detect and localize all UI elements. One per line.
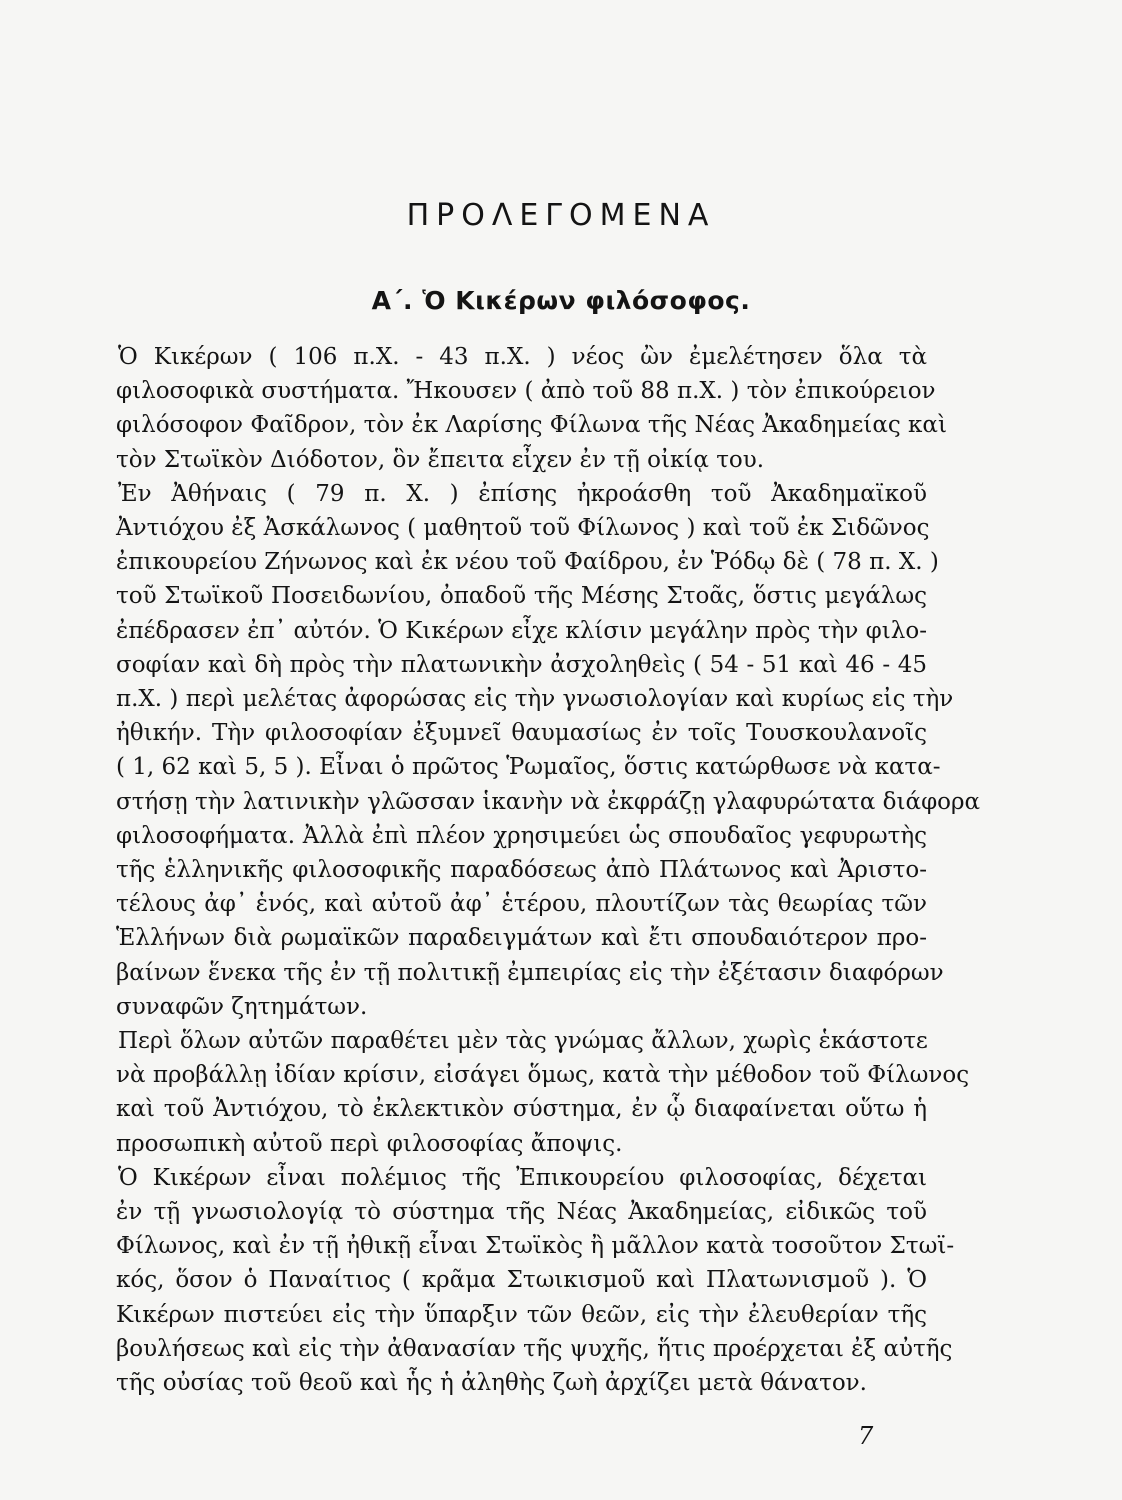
- text-line: καὶ τοῦ Ἀντιόχου, τὸ ἐκλεκτικὸν σύστημα, ἐν ᾧ διαφαίνεται οὕτω ἡ: [116, 1096, 927, 1123]
- text-line: κός, ὅσον ὁ Παναίτιος ( κρᾶμα Στωικισμοῦ καὶ Πλατωνισμοῦ ). Ὁ: [116, 1267, 927, 1294]
- text-line: τέλους ἀφ᾽ ἑνός, καὶ αὐτοῦ ἀφ᾽ ἑτέρου, πλουτίζων τὰς θεωρίας τῶν: [116, 891, 927, 918]
- text-line: ( 1, 62 καὶ 5, 5 ). Εἶναι ὁ πρῶτος Ῥωμαῖος, ὅστις κατώρθωσε νὰ κατα-: [116, 754, 941, 781]
- text-line: νὰ προβάλλῃ ἰδίαν κρίσιν, εἰσάγει ὅμως, κατὰ τὴν μέθοδον τοῦ Φίλωνος: [116, 1062, 970, 1089]
- text-line: βουλήσεως καὶ εἰς τὴν ἀθανασίαν τῆς ψυχῆς, ἥτις προέρχεται ἐξ αὐτῆς: [116, 1335, 953, 1362]
- text-line: Ἀντιόχου ἐξ Ἀσκάλωνος ( μαθητοῦ τοῦ Φίλωνος ) καὶ τοῦ ἐκ Σιδῶνος: [116, 515, 930, 542]
- page-number: 7: [858, 1422, 874, 1450]
- page-title: ΠΡΟΛΕΓΟΜΕΝΑ: [406, 198, 716, 233]
- text-line: συναφῶν ζητημάτων.: [116, 993, 368, 1020]
- text-line: Ἑλλήνων διὰ ρωμαϊκῶν παραδειγμάτων καὶ ἔτι σπουδαιότερον προ-: [116, 925, 927, 952]
- text-line: τὸν Στωϊκὸν Διόδοτον, ὃν ἔπειτα εἶχεν ἐν τῇ οἰκίᾳ του.: [116, 446, 765, 473]
- text-line: π.Χ. ) περὶ μελέτας ἀφορώσας εἰς τὴν γνωσιολογίαν καὶ κυρίως εἰς τὴν: [116, 686, 954, 713]
- paragraph-3: [116, 1024, 970, 1161]
- section-heading: Α΄. Ὁ Κικέρων φιλόσοφος.: [371, 286, 751, 315]
- text-line: σοφίαν καὶ δὴ πρὸς τὴν πλατωνικὴν ἀσχοληθεὶς ( 54 - 51 καὶ 46 - 45: [116, 651, 927, 678]
- text-line: φιλόσοφον Φαῖδρον, τὸν ἐκ Λαρίσης Φίλωνα τῆς Νέας Ἀκαδημείας καὶ: [116, 412, 947, 439]
- text-line: ἠθικήν. Τὴν φιλοσοφίαν ἐξυμνεῖ θαυμασίως ἐν τοῖς Τουσκουλανοῖς: [116, 720, 927, 747]
- text-line: ἐπέδρασεν ἐπ᾽ αὐτόν. Ὁ Κικέρων εἶχε κλίσιν μεγάλην πρὸς τὴν φιλο-: [116, 617, 927, 644]
- text-line: ἐν τῇ γνωσιολογίᾳ τὸ σύστημα τῆς Νέας Ἀκαδημείας, εἰδικῶς τοῦ: [116, 1199, 927, 1226]
- text-line: φιλοσοφικὰ συστήματα. Ἤκουσεν ( ἀπὸ τοῦ 88 π.Χ. ) τὸν ἐπικούρειον: [116, 378, 936, 405]
- text-line: Ὁ Κικέρων ( 106 π.Χ. - 43 π.Χ. ) νέος ὢν ἐμελέτησεν ὅλα τὰ: [118, 344, 927, 370]
- paragraph-1: [116, 340, 947, 477]
- text-line: Κικέρων πιστεύει εἰς τὴν ὕπαρξιν τῶν θεῶν, εἰς τὴν ἐλευθερίαν τῆς: [116, 1301, 927, 1328]
- text-line: στήσῃ τὴν λατινικὴν γλῶσσαν ἱκανὴν νὰ ἐκφράζῃ γλαφυρώτατα διάφορα: [116, 788, 981, 815]
- text-line: προσωπικὴ αὐτοῦ περὶ φιλοσοφίας ἄποψις.: [116, 1130, 623, 1157]
- body-text: [116, 340, 981, 1400]
- text-line: τοῦ Στωϊκοῦ Ποσειδωνίου, ὀπαδοῦ τῆς Μέσης Στοᾶς, ὅστις μεγάλως: [116, 583, 927, 610]
- text-line: ἐπικουρείου Ζήνωνος καὶ ἐκ νέου τοῦ Φαίδρου, ἐν Ῥόδῳ δὲ ( 78 π. Χ. ): [116, 549, 939, 576]
- text-line: φιλοσοφήματα. Ἀλλὰ ἐπὶ πλέον χρησιμεύει ὡς σπουδαῖος γεφυρωτὴς: [116, 822, 927, 849]
- text-line: Ἐν Ἀθήναις ( 79 π. Χ. ) ἐπίσης ἠκροάσθη τοῦ Ἀκαδημαϊκοῦ: [118, 480, 927, 507]
- text-line: Ὁ Κικέρων εἶναι πολέμιος τῆς Ἐπικουρείου φιλοσοφίας, δέχεται: [118, 1164, 927, 1191]
- text-line: Φίλωνος, καὶ ἐν τῇ ἠθικῇ εἶναι Στωϊκὸς ἢ μᾶλλον κατὰ τοσοῦτον Στωϊ-: [116, 1233, 955, 1260]
- text-line: τῆς ἑλληνικῆς φιλοσοφικῆς παραδόσεως ἀπὸ Πλάτωνος καὶ Ἀριστο-: [116, 857, 927, 884]
- text-line: Περὶ ὅλων αὐτῶν παραθέτει μὲν τὰς γνώμας ἄλλων, χωρὶς ἑκάστοτε: [118, 1028, 928, 1055]
- paragraph-2: [116, 477, 981, 1024]
- text-line: τῆς οὐσίας τοῦ θεοῦ καὶ ἧς ἡ ἀληθὴς ζωὴ ἀρχίζει μετὰ θάνατον.: [116, 1370, 867, 1397]
- text-line: βαίνων ἕνεκα τῆς ἐν τῇ πολιτικῇ ἐμπειρίας εἰς τὴν ἐξέτασιν διαφόρων: [116, 959, 944, 986]
- paragraph-4: [116, 1161, 955, 1400]
